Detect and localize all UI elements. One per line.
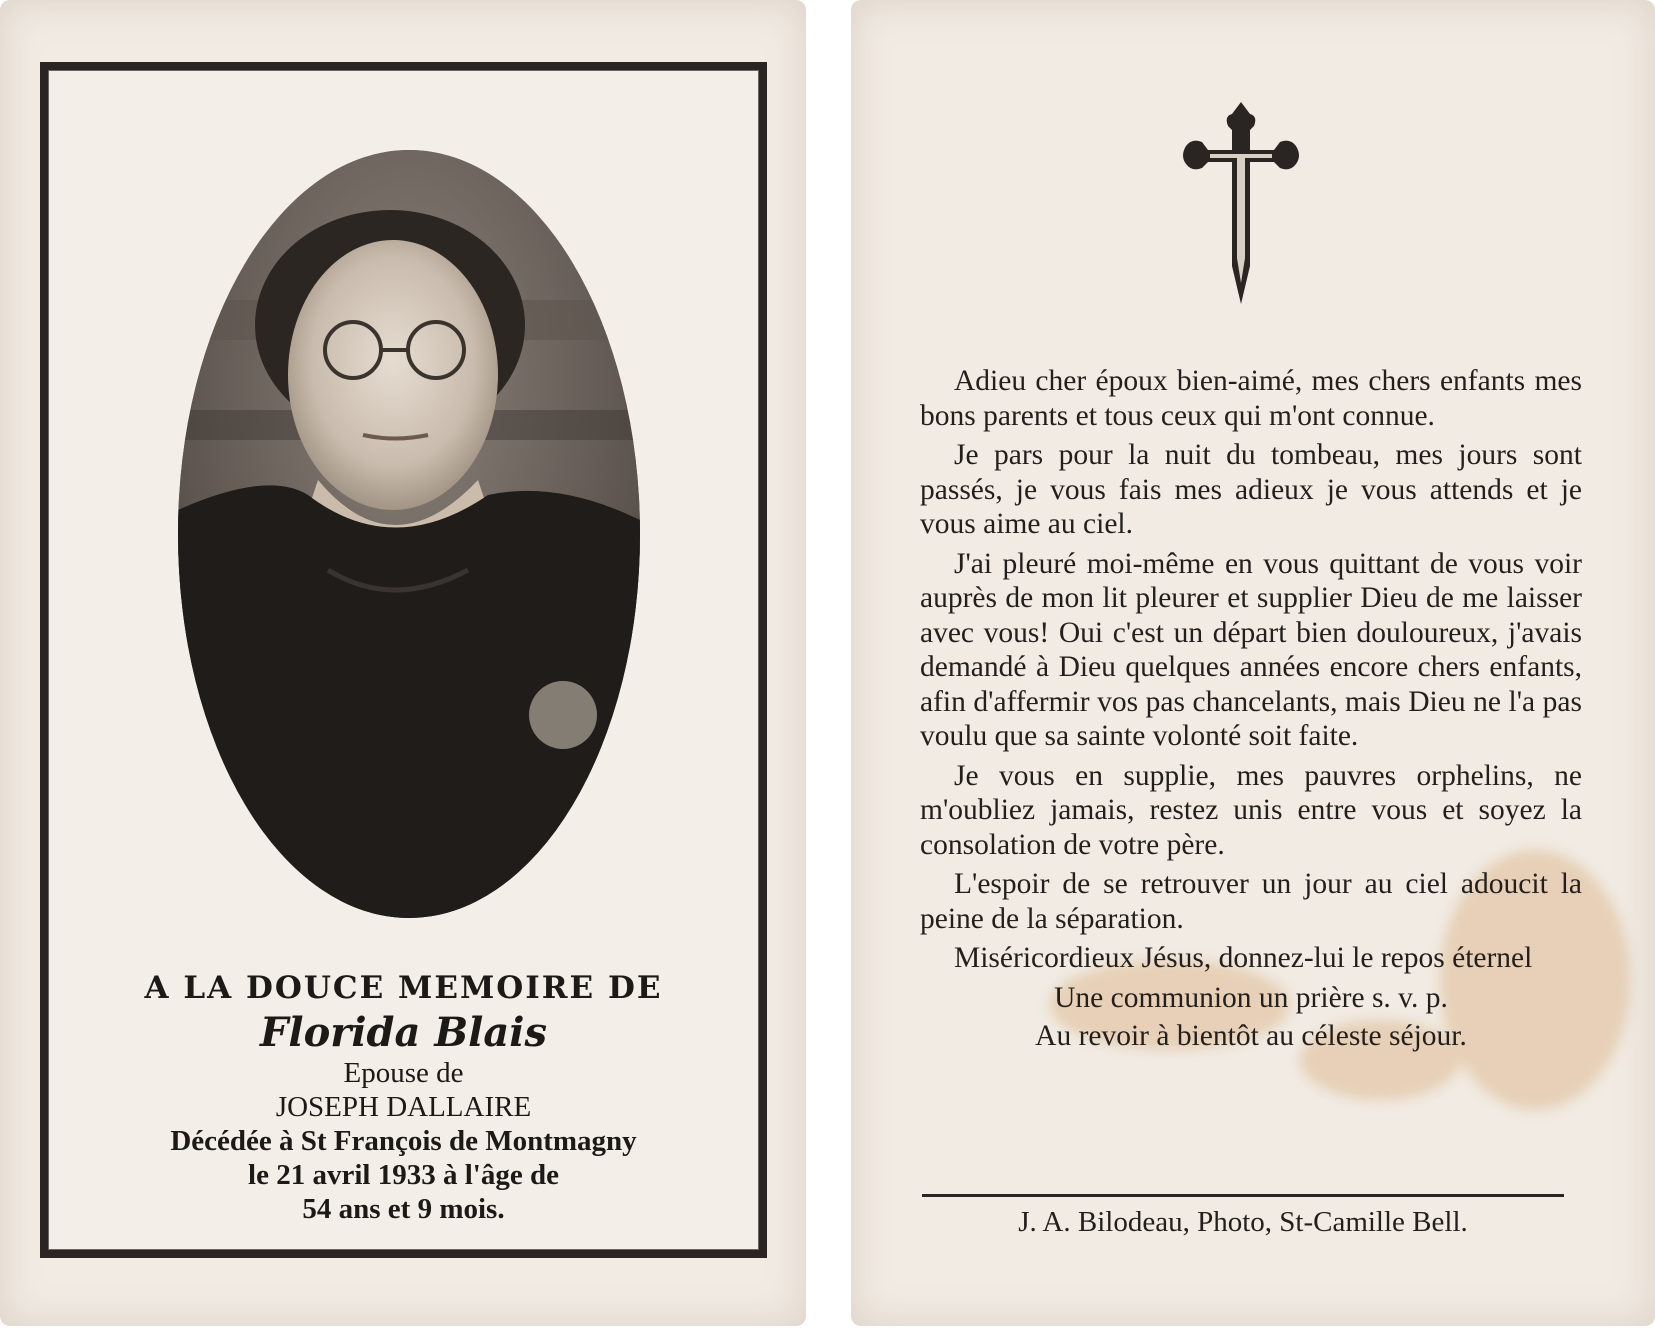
photographer-credit: J. A. Bilodeau, Photo, St-Camille Bell. xyxy=(1018,1206,1468,1238)
memorial-text xyxy=(48,970,759,1226)
prayer-paragraph: Je vous en supplie, mes pauvres orphelins, ne m'oubliez jamais, restez unis entre vous et soyez la consolation de votre père. xyxy=(920,759,1582,861)
farewell-line: Au revoir à bientôt au céleste séjour. xyxy=(1035,1020,1467,1052)
spouse-name: JOSEPH DALLAIRE xyxy=(275,1091,532,1123)
deceased-name: Florida Blais xyxy=(260,1009,547,1056)
age-at-death: 54 ans et 9 mois. xyxy=(302,1193,505,1225)
death-place: Décédée à St François de Montmagny xyxy=(170,1125,637,1157)
cross-icon xyxy=(1178,98,1304,308)
divider xyxy=(922,1194,1564,1197)
prayer-request: Une communion un prière s. v. p. xyxy=(1054,981,1448,1014)
death-date: le 21 avril 1933 à l'âge de xyxy=(248,1159,559,1191)
prayer-paragraph: Miséricordieux Jésus, donnez-lui le repos éternel xyxy=(954,942,1533,974)
memorial-heading: A LA DOUCE MEMOIRE DE xyxy=(144,970,663,1006)
prayer-paragraph: J'ai pleuré moi-même en vous quittant de vous voir auprès de mon lit pleurer et supplier Dieu de me laisser avec vous! Oui c'est un départ bien douloureux, j'avais demandé à Dieu quelques années encore chers enfants, afin d'affermir vos pas chancelants, mais Dieu ne l'a pas voulu que sa sainte volonté soit faite. xyxy=(920,547,1582,752)
portrait-photo xyxy=(178,150,640,918)
spouse-label: Epouse de xyxy=(343,1057,464,1089)
prayer-paragraph: Je pars pour la nuit du tombeau, mes jours sont passés, je vous fais mes adieux je vous attends et je vous aime au ciel. xyxy=(920,439,1582,540)
prayer-text xyxy=(920,364,1582,1058)
prayer-paragraph: L'espoir de se retrouver un jour au ciel adoucit la peine de la séparation. xyxy=(920,868,1582,935)
prayer-paragraph: Adieu cher époux bien-aimé, mes chers enfants mes bons parents et tous ceux qui m'ont connue. xyxy=(920,365,1582,432)
